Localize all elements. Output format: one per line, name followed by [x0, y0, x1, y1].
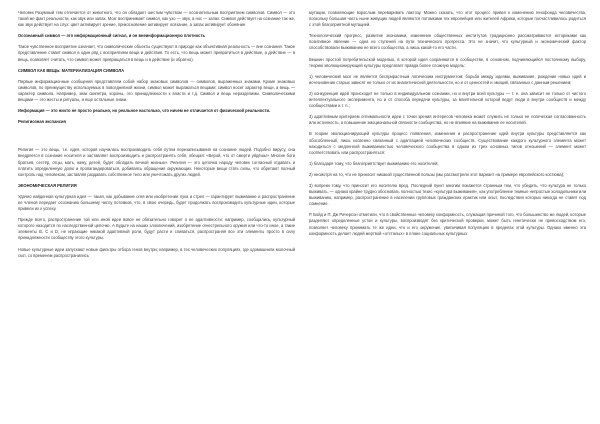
- paragraph: Такое чувственное восприятие означает, что символические объекты существуют в природе как объективная реальность — вне сознания. Такое представление ставит символ в один ряд с восприятием вещи и действия. То есть, что вещь может превратиться в действие, а действие — в вещь, позволяет считать, что символ может превращаться в вещь и в действие (и обратно).: [18, 44, 295, 62]
- paragraph: 3) адаптивным критерием оптимальности идеи с точки зрения интересов человека может служить не только ее логическая согласованность или истинность, а повышение эмоциональной связности сообщества, но не влияние на выживание ее носителей.: [309, 114, 586, 126]
- paragraph: Прежде всего, распространение той или иной идеи вовсе не обязательно говорит о ее адаптивности: например, сообщались, культурный которого находится по наследственной цепочке. А Будьте на наших злоключений, изобретение огнестрельного оружия или что-то иное, а такие элементы В, С и D, не играющие никакой адаптивной роли, будут расти и сливаться, распространяя все эти элементы просто в силу принадлежности сообществу этого культуры.: [18, 217, 295, 241]
- section-heading: Осознанный символ — это информационный сигнал, и он внеинформационную плотность: [18, 33, 205, 39]
- paragraph: Технологический прогресс, развитие экономики, изменение общественных институтов традиционно рассматриваются историками как позитивное явление — одна из ступеней на пути технического прогресса. Это не значит, что культурный и экономический фактор способствовали выживанию не всего сообщества, а лишь какой-то его части.: [309, 33, 586, 51]
- section-heading: Информация — это ничто не просто реально, но реальное настолько, что ничем не отличается от физической реальности.: [18, 108, 271, 114]
- paragraph: Вешкин простой потребительской моделью, в которой идея сохраняются в сообществе, в основном, подчиняющийся постоянному выбору, теорию эволюционирующей культуры предлагает правда более сложную модель:: [309, 56, 586, 68]
- section-heading: Религиозная экспансия: [18, 119, 66, 125]
- paragraph: 1) человеческий мозг не является бесприрастным логическим инструментом: борьба между идеями, выживание, рождение новых идей и исчезновение старых зависят не только от их аналитической деятельности, но и от ценностей и эмоций, связанных с данным решением;: [309, 73, 586, 85]
- paragraph: В теории эволюционирующей культуры процесс появления, изменения и распространение идей внутри культуры представляется как обособленный, лишь косвенно связанный с адаптацией человеческих сообществ. Существование каждого культурного элемента может находиться с медленной выживаемостью человеческого сообщества в одном из трех основных типов отношений — элемент может соответствовать или распространяться:: [309, 131, 586, 155]
- paragraph: Удачно найденная культурная идея — такая, как добывание огня или изобретение лука и стрел — гарантирует выживание и распространение ее членов передает осознанию большему числу потомков, что, в свою очередь, будет продолжать воспроизводить культурные идеи, которые привели их к успеху.: [18, 193, 295, 212]
- paragraph: Религия — это вещь, т.е. идея, которая научилась воспроизводить себя путем перезаписывания на сознание людей. Подобно вирусу, она внедряется в сознание носителя и заставляет воспроизводить и распространять себя, обещая: «Верой, что от смерти уйдёшь!» Многие боги братьев, сестёр, отцы, мать, жену, детей, будет обладать вечной жизнью». Религия — это цепочка народу человек согласный отдавать и платить определенную долю и пропагандироваться, добиваясь обращения окружающих. Некоторые вещи стать силы, что обретают полный контроль над человеком, заставляя раздавать собственное тело или уничтожать других людей.: [18, 147, 295, 177]
- section-heading: ЭКОНОМИЧЕСКАЯ РЕЛИГИЯ: [18, 182, 77, 188]
- paragraph: 3) вопреки тому, что приносит его носителю вред. Последний пункт многим покажется странным тем, что убедить, что культура не только выживать, — однако крайне трудно обосновать полностью тезис «культура выживания», как употребление темные непростые холодильники или выживанию, например, распространение в населении групповых гражданских практик или опыт, последствия которых никогда не ставят под сомнение.: [309, 182, 586, 207]
- left-column: [18, 10, 295, 416]
- paragraph: Человек Разумный тем отличается от животного, что он обладает шестым чувством — осознательным восприятием символов. Символ — это такой же факт реальности, как звук или запах. Мозг воспринимает символ, как ухо — звук, а нос — запах. Символ действует на сознание так же, как звук действует на слух: цвет активирует зрение, прикосновение активирует осязание, а запах активирует обоняние.: [18, 10, 295, 28]
- paragraph: Новые культурные идеи запускают новые фильтры отбора генов внутри; например, в тех человеческих популяциях, где одомашнили молочный скот, со временем распространились: [18, 246, 295, 258]
- right-column: [309, 10, 586, 416]
- paragraph: 1) благодаря тому, что благоприятствует выживанию его носителей;: [309, 160, 439, 166]
- paragraph: 2) конкуренция идей происходит не только в индивидуальном сознании, но и внутри всей культуры — т. е. она зависит не только от чистого интеллектуального эксперимента, но и от способа передачи культуры, за влиятельной которой ведут люди в внутри сообществ и между сообществами и т. п.;: [309, 90, 586, 109]
- section-heading: СИМВОЛ КАК ВЕЩЬ: МАТЕРИАЛИЗАЦИЯ СИМВОЛА: [18, 67, 125, 73]
- paragraph: Р. Бойд и П. Дж Ричерсон отметили, что в свойственные человеку конформность, служащая причиной того, что большинство же людей, которые разделяют определенные устои и культуры, воспроизводят без критической проверки, может быть генетически не превосходством его, позволяет человеку принимать те же идеи, что и его окружение, увеличивая популяцию в пределах этой культуры. Однако именно эта конформность делает людей жертвой «отсталых» в плане социальных культурных: [309, 212, 586, 236]
- paragraph: Первые информационные сообщения представляли собой набор знаковых символов — символов, выраженных знаками. Кроме знаковых символов, по преимуществу используемых в повседневной жизни, символ может выражаться вещами: символ носит характер вещи, а вещь — характер символа. Например, знак скипетра, короны, это принадлежности к власти и т.д. Символ и вещь неразделимы. Символическими вещами — это жесты и ритуалы, и еще остальные знаки.: [18, 78, 295, 103]
- paragraph: мутации, позволяющие взрослым переваривать лактозу. Можно сказать, что этот процесс привел к изменению генофонда человечества, поскольку большая часть ныне живущих людей являются потомками тех европейцев или жителей Африки, которые посчастливилось родиться с этой благоприятной мутацией.: [309, 10, 586, 28]
- paragraph: 2) несмотря на то, что не приносит никакой существенной пользы (мы рассмотрели этот вариант на примере европейского костюма);: [309, 171, 565, 177]
